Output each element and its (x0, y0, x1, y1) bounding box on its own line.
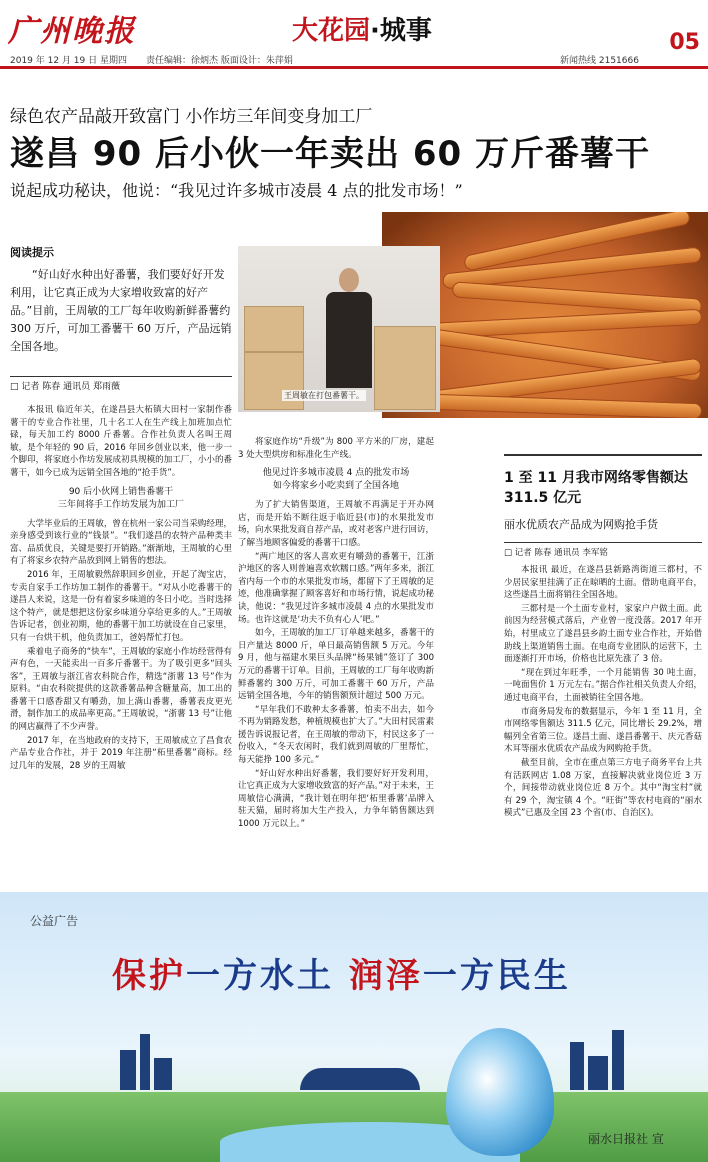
article-paragraph: “两广地区的客人喜欢更有嚼劲的番薯干，江浙沪地区的客人则普遍喜欢软糯口感。”两年多来，浙江省内每一个市的水果批发市场，都留下了王周敏的足迹，他准确掌握了顾客喜好和市场行情，说起成功秘诀，他说：“我见过许多城市凌晨 4 点的水果批发市场。也许这就是‘功夫不负有心人’吧。” (238, 551, 434, 625)
ad-sponsor: 丽水日报社 宣 (588, 1132, 664, 1146)
public-service-ad (0, 892, 708, 1162)
article-subhead (238, 467, 434, 493)
section-title-sep: · (370, 16, 380, 46)
article-subhead (10, 486, 232, 512)
article-paragraph: 2017 年，在当地政府的支持下，王周敏成立了昌食农产品专业合作社，并于 2019 年注册“柘里番薯”商标。经过几年的发展，28 岁的王周敏 (10, 735, 232, 771)
sidebar-paragraph: 市商务局发布的数据显示，今年 1 至 11 月，全市网络零售额达 311.5 亿元，同比增长 29.2%，增幅列全省第三位。遂昌土面、遂昌番薯干、庆元香菇木耳等丽水优质农产品成为网购抢手货。 (504, 706, 702, 755)
section-title (292, 10, 432, 47)
article-paragraph: 2016 年，王周敏毅然辞职回乡创业，开起了淘宝店，专卖自家手工作坊加工制作的番薯干。“对从小吃番薯干的遂昌人来说，这是一份有着家乡味道的冬日小吃。当时选择这个特产，就是想把这份家乡味道分享给更多的人。”王周敏告诉记者，创业初期，他的番薯干加工坊就设在自己家里，只有一台烘干机，他负责加工，爸妈帮忙打包。 (10, 569, 232, 643)
article-headline: 遂昌 90 后小伙一年卖出 60 万斤番薯干 (10, 134, 650, 174)
article-paragraph: 本报讯 临近年关，在遂昌县大柘镇大田村一家制作番薯干的专业合作社里，几十名工人在生产线上加班加点忙碌，每天加工约 8000 斤番薯。合作社负责人名叫王周敏，是个年轻的 90 后，2016 年回乡创业以来，他一步一个脚印，将家庭小作坊发展成初具规模的加工厂，小小的番薯干，如今已成为远销全国各地的“抢手货”。 (10, 405, 232, 478)
slogan-part: 保护 (112, 956, 186, 996)
article-kicker: 绿色农产品敲开致富门 小作坊三年间变身加工厂 (10, 107, 373, 127)
section-title-part-a: 大花园 (292, 16, 371, 46)
sidebar-headline: 1 至 11 月我市网络零售额达 311.5 亿元 (504, 470, 688, 506)
sidebar-paragraph: 截至目前，全市在重点第三方电子商务平台上共有活跃网店 1.08 万家，直接解决就业岗位近 3 万个，间接带动就业岗位近 8 万个。其中“淘宝村”就有 29 个，淘宝镇 4 个。“旺街”等农村电商的“丽水模式”已惠及全国 23 个省(市、自治区)。 (504, 757, 702, 819)
subhead-line-2: 如今将家乡小吃卖到了全国各地 (272, 481, 399, 492)
article-paragraph: 大学毕业后的王周敏，曾在杭州一家公司当采购经理，亲身感受到该行业的“钱景”。“我们遂昌的农特产品种类丰富、品质优良，关键是要打开销路。”渐渐地，王周敏的心里有了将家乡农特产品放到网上销售的想法。 (10, 518, 232, 567)
article-paragraph: “早年我们不敢种太多番薯，怕卖不出去，如今不再为销路发愁，种植规模也扩大了。”大田村民雷素援告诉说报记者，在王周敏的带动下，村民这多了一份收入，“冬天农闲时，我们就到周敏的厂里帮忙，每天能挣 100 多元。” (238, 704, 434, 766)
subhead-line-1: 90 后小伙网上销售番薯干 (68, 486, 174, 497)
worker-photo (238, 246, 440, 412)
sidebar-byline: □ 记者 陈春 通讯员 李军铭 (504, 542, 702, 558)
reading-tip-text: “好山好水种出好番薯，我们要好好开发利用，让它真正成为大家增收致富的好产品。”目前，王周敏的工厂每年收购新鲜番薯约 300 万斤，可加工番薯干 60 万斤，产品远销全国各地。 (10, 268, 232, 353)
article-column-2 (238, 436, 434, 832)
subhead-line-1: 他见过许多城市凌晨 4 点的批发市场 (262, 468, 410, 479)
issue-date: 2019 年 12 月 19 日 星期四 (10, 56, 127, 66)
ad-label: 公益广告 (30, 914, 79, 928)
ad-slogan (112, 948, 571, 997)
water-drop-icon (446, 1028, 554, 1156)
dateline-bar (0, 50, 708, 66)
slogan-part: 一方水土 (186, 956, 349, 996)
subhead-line-2: 三年间将手工作坊发展为加工厂 (57, 499, 184, 510)
masthead (0, 0, 708, 55)
article-paragraph: “好山好水种出好番薯，我们要好好开发利用，让它真正成为大家增收致富的好产品。”对于未来，王周敏信心满满，“我计划在明年把‘柘里番薯’品牌入驻天猫，届时将加大生产投入，力争年销售额达到 1000 万元以上。” (238, 768, 434, 830)
page-number: 05 (669, 30, 700, 55)
reading-tip-box (10, 244, 232, 356)
sidebar-body (504, 564, 702, 820)
reading-tip-label: 阅读提示 (10, 246, 54, 259)
sidebar-paragraph: 三都村是一个土面专业村，家家户户做土面。此前因为经营模式落后，产业曾一度没落。2017 年开始，村里成立了遂昌县乡韵土面专业合作社，开始借助线上渠道销售土面。在电商专业团队的运营下，土面逐渐打开市场，价格也比原先涨了 3 倍。 (504, 603, 702, 665)
sidebar-story (504, 454, 702, 821)
section-title-part-b: 城事 (379, 16, 432, 46)
slogan-part: 一方民生 (422, 956, 571, 996)
article-paragraph: 将家庭作坊“升级”为 800 平方米的厂房，建起 3 处大型烘房和标准化生产线。 (238, 437, 434, 460)
news-hotline: 新闻热线 2151666 (560, 56, 639, 66)
sidebar-paragraph: 本报讯 最近，在遂昌县新路湾街道三都村，不少居民家里挂满了正在晾晒的土面。借助电商平台，这些遂昌土面将销往全国各地。 (504, 565, 702, 601)
article-deck: 说起成功秘诀，他说：“我见过许多城市凌晨 4 点的批发市场！” (10, 181, 463, 200)
article-paragraph: 乘着电子商务的“快车”，王周敏的家庭小作坊经营得有声有色，一天能卖出一百多斤番薯干。为了吸引更多“回头客”，王周敏与浙江省农科院合作，精选“浙薯 13 号”作为原料。“由农科院提供的这款番薯品种含糖量高，加工出的番薯干口感香甜又有嚼劲，加上满山番薯，番薯表皮更光滑，制作加工的成品率更高。”王周敏说，“浙薯 13 号”让他的网店赢得了不少声誉。 (10, 646, 232, 733)
photo-caption: 王周敏在打包番薯干。 (284, 391, 364, 400)
article-column-1 (10, 404, 232, 773)
article-paragraph: 为了扩大销售渠道，王周敏不再满足于开办网店，而是开始不断往返于临近县(市)的水果批发市场，向水果批发商自荐产品，或对老客户进行回访，了解当地顾客偏爱的番薯干口感。 (238, 500, 434, 548)
newspaper-logo: 广州晚报 (8, 14, 136, 49)
editor-credits: 责任编辑：徐炳杰 版面设计：朱萍娟 (146, 56, 293, 66)
sidebar-subtitle: 丽水优质农产品成为网购抢手货 (504, 518, 658, 531)
header-divider (0, 66, 708, 69)
sidebar-paragraph: “现在到过年旺季，一个月能销售 30 吨土面，一吨面售价 1 万元左右。”据合作社相关负责人介绍，通过电商平台，土面被销往全国各地。 (504, 667, 702, 703)
article-paragraph: 如今，王周敏的加工厂订单越来越多，番薯干的日产量达 8000 斤，单日最高销售额 5 万元。今年 9 月，他与福建水果巨头品牌“杨果铺”签订了 300 万元的番薯干订单。目前，王周敏的工厂每年收购新鲜番薯约 300 万斤，可加工番薯干 60 万斤，产品远销全国各地，今年的销售额预计超过 500 万元。 (238, 628, 434, 702)
slogan-part: 润泽 (348, 956, 423, 996)
article-byline: □ 记者 陈春 通讯员 郑雨薇 (10, 376, 232, 392)
